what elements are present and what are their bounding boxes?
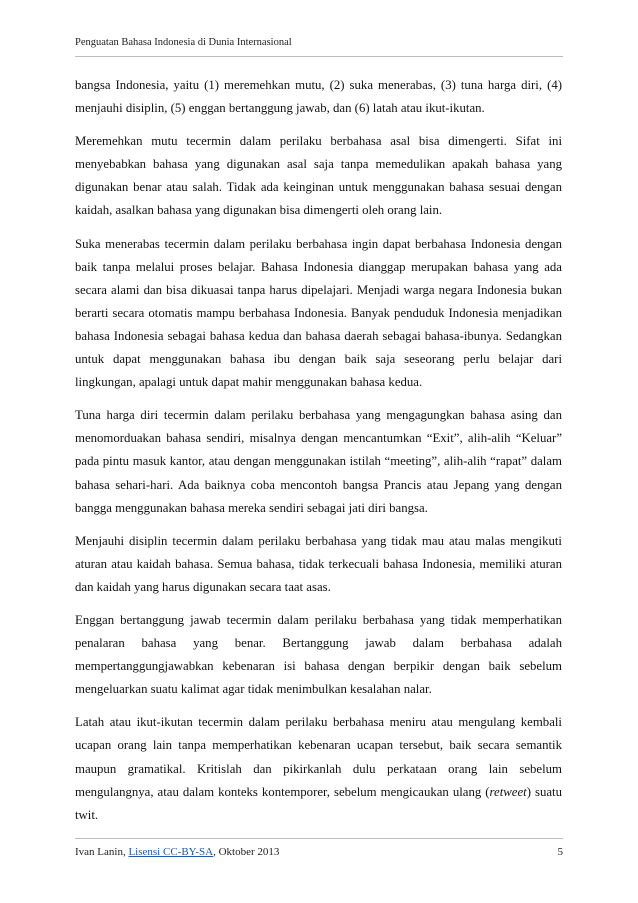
footer-date: , Oktober 2013 (213, 846, 280, 858)
paragraph-meremehkan-mutu: Meremehkan mutu tecermin dalam perilaku berbahasa asal bisa dimengerti. Sifat ini menyebabkan bahasa yang digunakan asal saja tanpa memedulikan apakah bahasa yang digunakan benar atau salah. Tidak ada keinginan untuk menggunakan bahasa sesuai dengan kaidah, asalkan bahasa yang digunakan bisa dimengerti oleh orang lain. (75, 134, 562, 218)
paragraph-latah-tail: ) suatu twit. (75, 784, 562, 822)
running-header: Penguatan Bahasa Indonesia di Dunia Internasional (75, 37, 292, 48)
header-divider (75, 56, 563, 57)
body-text (75, 74, 562, 837)
license-link[interactable]: Lisensi CC-BY-SA (128, 846, 214, 858)
page-footer (75, 846, 563, 858)
page-number: 5 (557, 846, 563, 858)
footer-divider (75, 838, 563, 839)
retweet-term: retweet (489, 784, 527, 799)
paragraph-menjauhi-disiplin: Menjauhi disiplin tecermin dalam perilaku berbahasa yang tidak mau atau malas mengikuti aturan atau kaidah bahasa. Semua bahasa, tidak terkecuali bahasa Indonesia, memiliki aturan dan kaidah yang harus digunakan secara taat asas. (75, 533, 562, 594)
footer-author: Ivan Lanin, (75, 846, 129, 858)
paragraph-suka-menerabas: Suka menerabas tecermin dalam perilaku berbahasa ingin dapat berbahasa Indonesia dengan baik tanpa melalui proses belajar. Bahasa Indonesia dianggap merupakan bahasa yang ada secara alami dan bisa dikuasai tanpa harus dipelajari. Menjadi warga negara Indonesia bukan berarti secara otomatis mampu berbahasa Indonesia. Banyak penduduk Indonesia menjadikan bahasa Indonesia sebagai bahasa kedua dan bahasa daerah sebagai bahasa-ibunya. Sedangkan untuk dapat menggunakan bahasa ibu dengan baik saja seseorang perlu belajar dari lingkungan, apalagi untuk dapat mahir menggunakan bahasa kedua. (75, 236, 562, 390)
paragraph-latah (75, 711, 562, 826)
paragraph-tuna-harga-diri: Tuna harga diri tecermin dalam perilaku berbahasa yang mengagungkan bahasa asing dan menomorduakan bahasa sendiri, misalnya dengan mencantumkan “Exit”, alih-alih “Keluar” pada pintu masuk kantor, atau dengan menggunakan istilah “meeting”, alih-alih “rapat” dalam bahasa sehari-hari. Ada baiknya coba mencontoh bangsa Prancis atau Jepang yang dengan bangga menggunakan bahasa mereka sendiri sebagai jati diri bangsa. (75, 408, 562, 515)
paragraph-enggan-bertanggung-jawab: Enggan bertanggung jawab tecermin dalam perilaku berbahasa yang tidak memperhatikan penalaran bahasa yang benar. Bertanggung jawab dalam berbahasa adalah mempertanggungjawabkan kebenaran isi bahasa dengan berpikir dengan baik sebelum mengeluarkan suatu kalimat agar tidak menimbulkan kesalahan nalar. (75, 612, 562, 697)
paragraph-intro: bangsa Indonesia, yaitu (1) meremehkan mutu, (2) suka menerabas, (3) tuna harga diri, (4) menjauhi disiplin, (5) enggan bertanggung jawab, dan (6) latah atau ikut-ikutan. (75, 78, 562, 116)
paragraph-latah-text: Latah atau ikut-ikutan tecermin dalam perilaku berbahasa meniru atau mengulang kembali ucapan orang lain tanpa memperhatikan kebenaran ucapan tersebut, baik secara semantik maupun gramatikal. Kritislah dan pikirkanlah dulu perkataan orang lain sebelum mengulangnya, atau dalam konteks kontemporer, sebelum mengicaukan ulang ( (75, 715, 562, 799)
